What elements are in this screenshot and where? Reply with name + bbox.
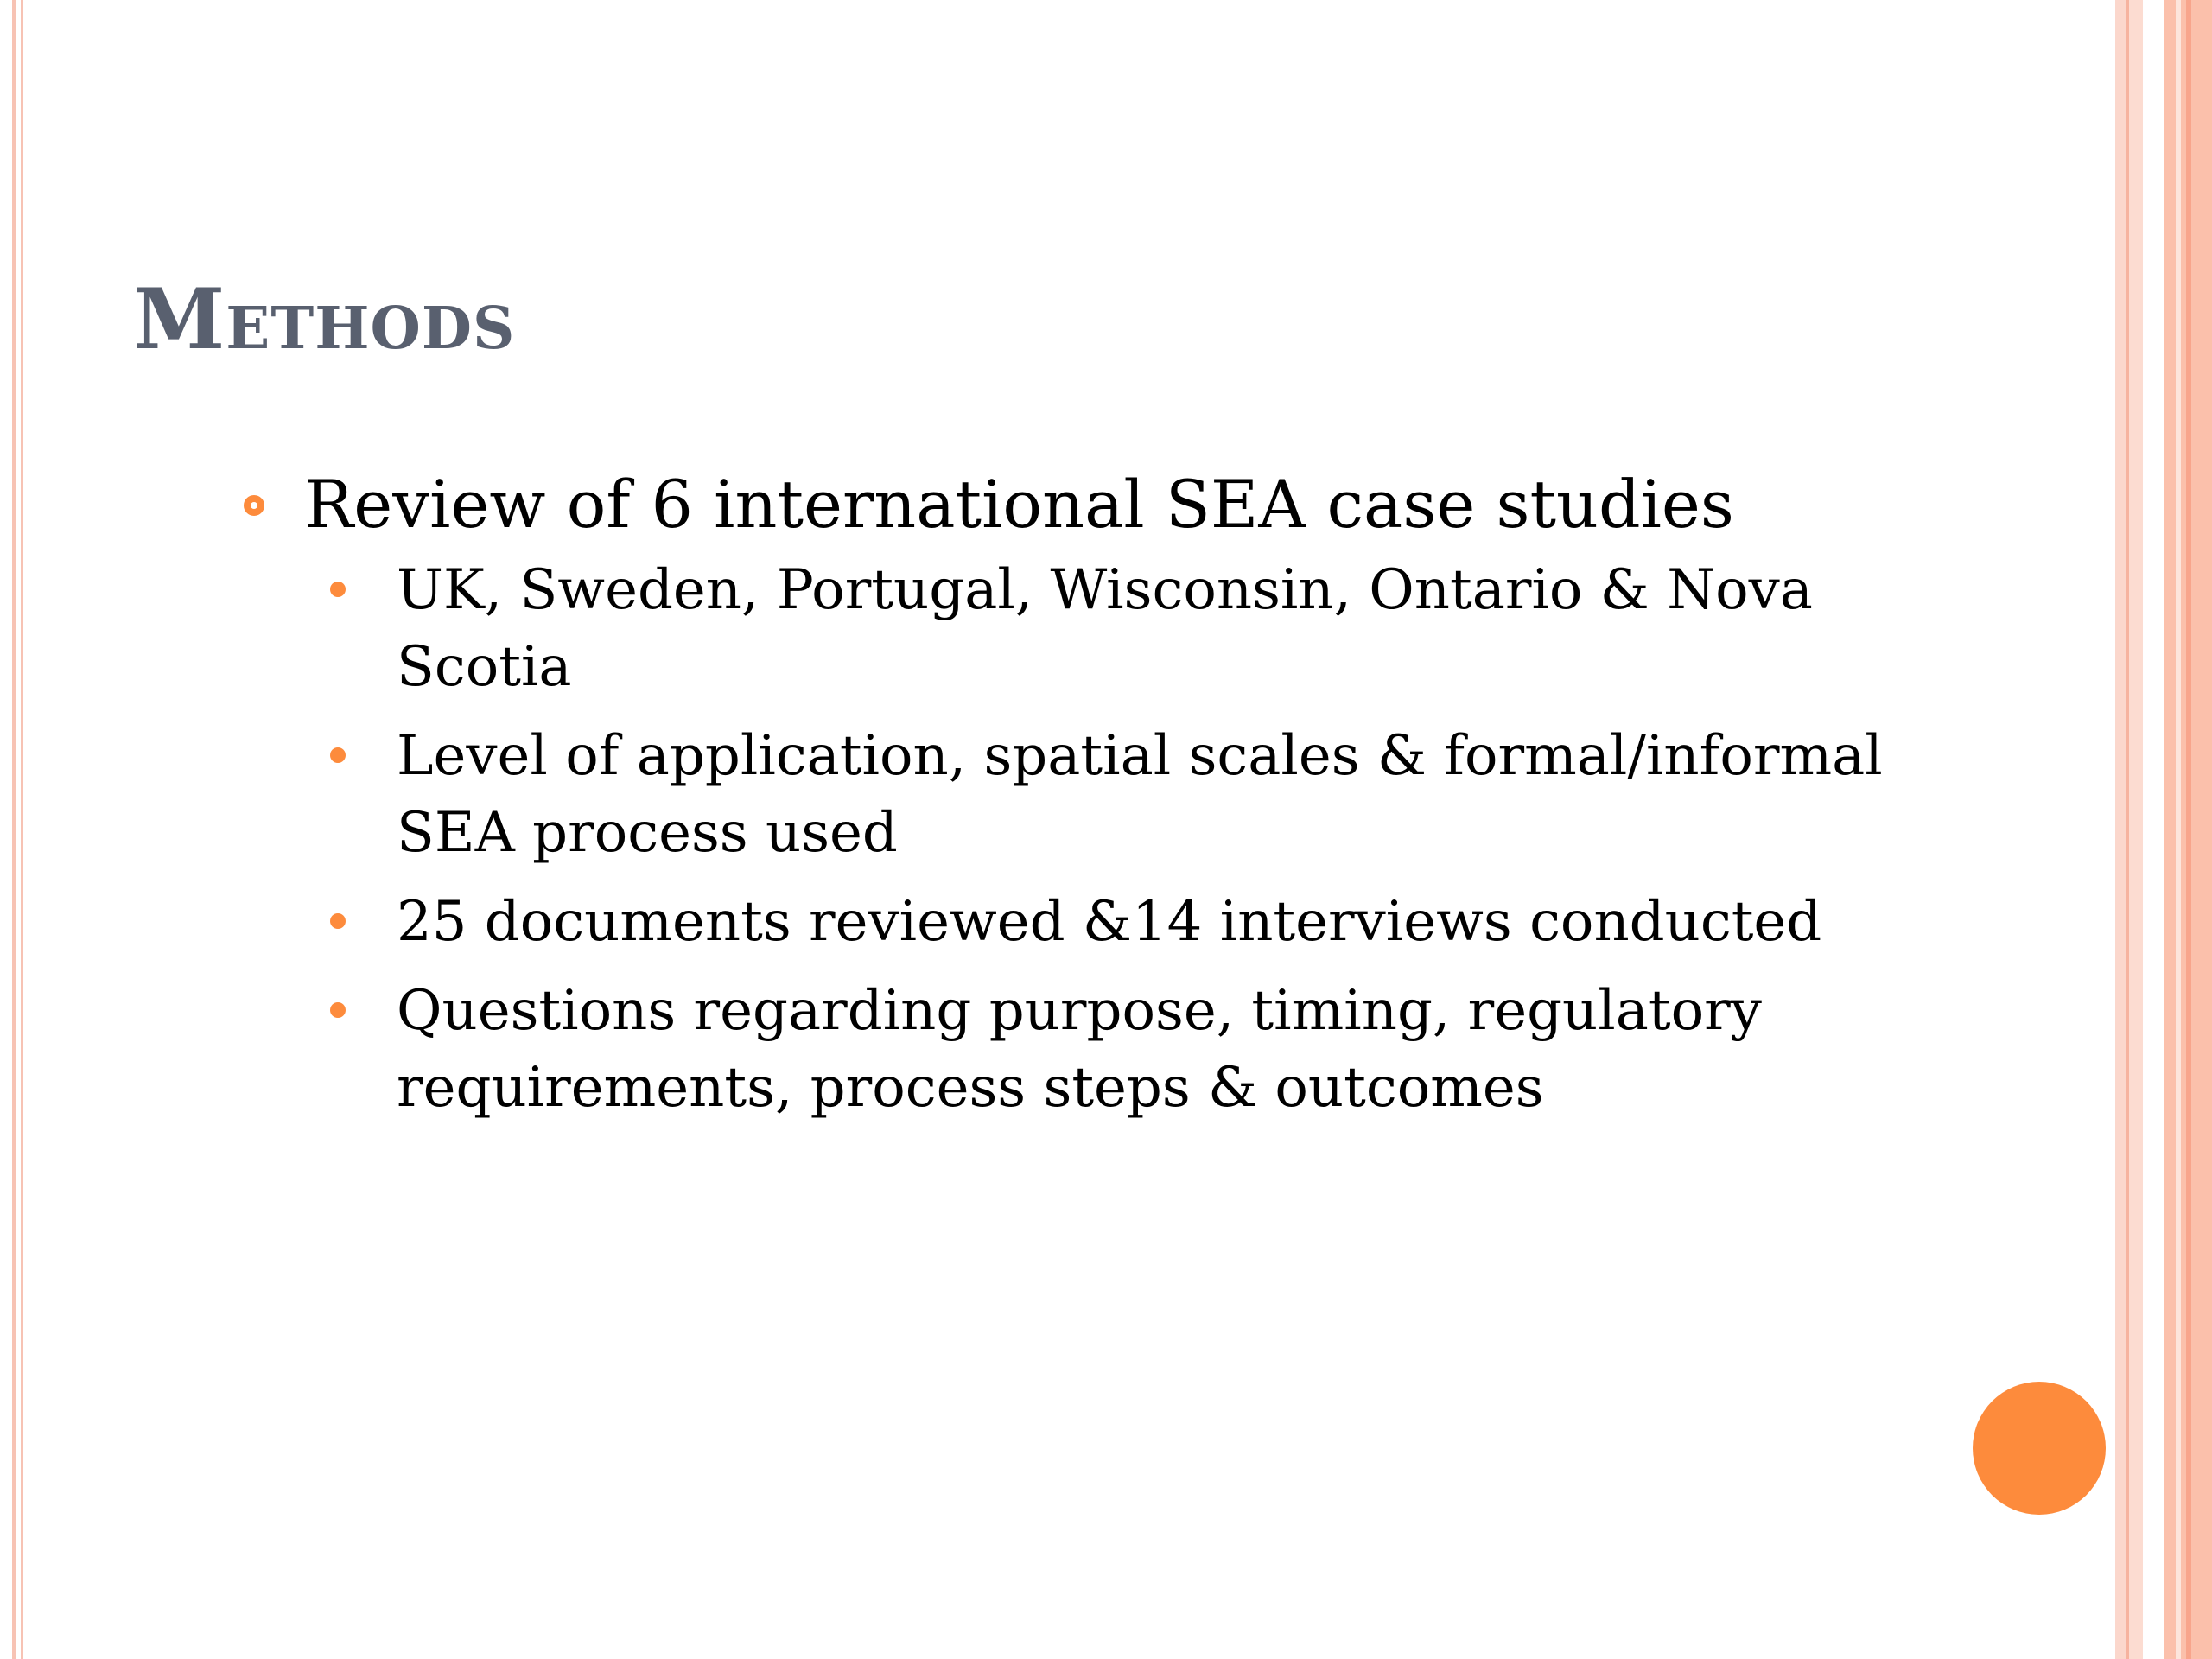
sub-bullet-item xyxy=(328,973,1935,1127)
right-decorative-stripe xyxy=(2143,0,2164,1659)
sub-bullet-text: 25 documents reviewed &14 interviews conducted xyxy=(397,890,1822,954)
main-bullet-item xyxy=(242,462,2005,547)
decorative-orange-circle xyxy=(1973,1382,2106,1515)
slide-content xyxy=(242,462,2005,1139)
dot-bullet-icon xyxy=(330,913,346,929)
sub-bullet-item xyxy=(328,884,1935,961)
dot-bullet-icon xyxy=(330,747,346,763)
left-decorative-stripe xyxy=(12,0,16,1659)
ring-bullet-icon xyxy=(244,495,264,516)
dot-bullet-icon xyxy=(330,582,346,597)
left-decorative-stripe xyxy=(21,0,23,1659)
sub-bullet-item xyxy=(328,718,1935,872)
right-decorative-stripe xyxy=(2176,0,2181,1659)
sub-bullet-item xyxy=(328,552,1935,706)
right-decorative-stripe xyxy=(2129,0,2143,1659)
sub-bullet-text: UK, Sweden, Portugal, Wisconsin, Ontario & Nova Scotia xyxy=(397,558,1813,699)
right-decorative-stripe xyxy=(2186,0,2191,1659)
right-decorative-stripe xyxy=(2115,0,2126,1659)
sub-bullet-text: Questions regarding purpose, timing, regulatory requirements, process steps & outcomes xyxy=(397,979,1762,1120)
dot-bullet-icon xyxy=(330,1002,346,1018)
sub-bullet-text: Level of application, spatial scales & formal/informal SEA process used xyxy=(397,724,1883,865)
main-bullet-text: Review of 6 international SEA case studies xyxy=(304,466,1734,543)
sub-bullet-list xyxy=(242,552,2005,1127)
slide-title: Methods xyxy=(133,270,516,369)
